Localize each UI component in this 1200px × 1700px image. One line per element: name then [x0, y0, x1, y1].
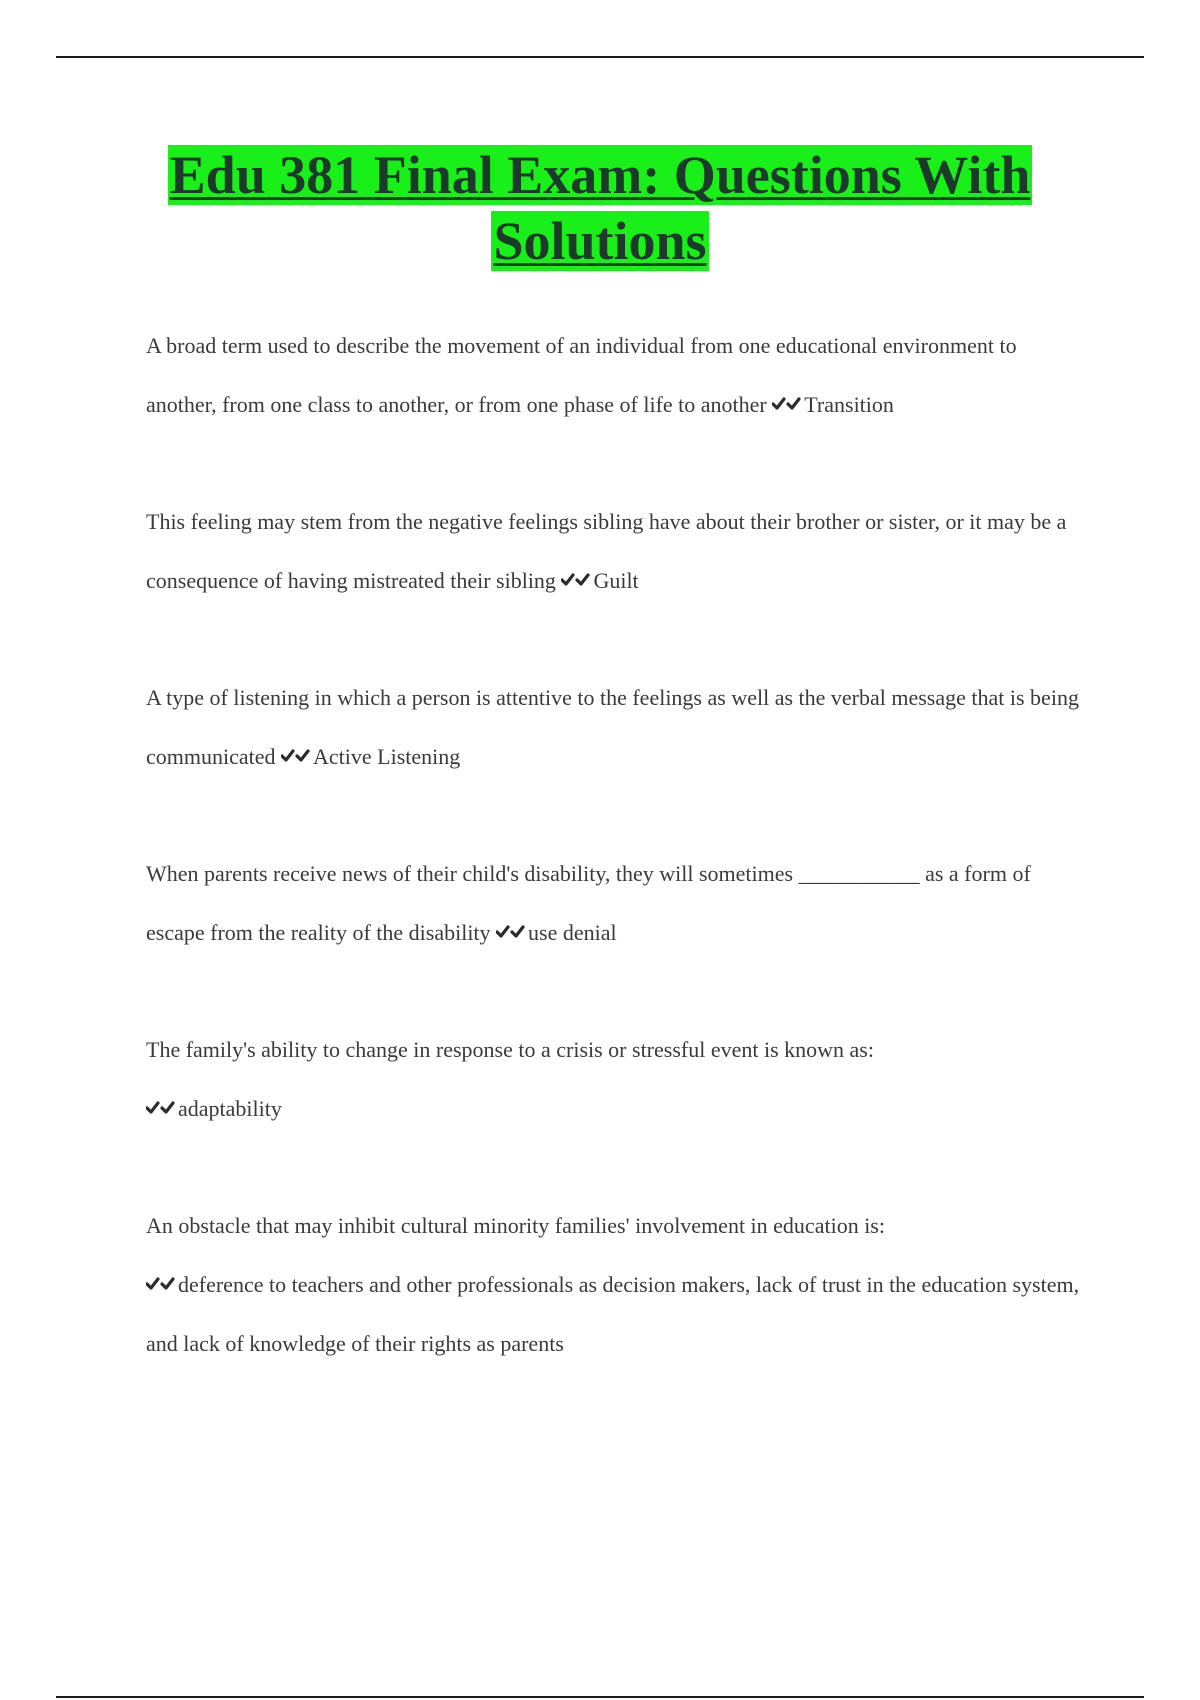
qa-item-2: [146, 492, 1086, 610]
double-checkmark-icon: [772, 393, 802, 415]
question-text: When parents receive news of their child's disability, they will sometimes ___________ as a form of escape from the reality of the disability: [146, 861, 1031, 945]
double-checkmark-icon: [146, 1273, 176, 1295]
answer-text: adaptability: [178, 1096, 282, 1121]
qa-item-3: [146, 668, 1086, 786]
qa-item-4: [146, 844, 1086, 962]
top-rule: [56, 56, 1144, 58]
double-checkmark-icon: [146, 1097, 176, 1119]
bottom-rule: [56, 1696, 1144, 1698]
question-text: An obstacle that may inhibit cultural minority families' involvement in education is:: [146, 1213, 885, 1238]
title-line-1: Edu 381 Final Exam: Questions With: [169, 145, 1031, 205]
question-text: This feeling may stem from the negative feelings sibling have about their brother or sister, or it may be a consequence of having mistreated their sibling: [146, 509, 1067, 593]
double-checkmark-icon: [281, 745, 311, 767]
title-line-2: Solutions: [493, 211, 707, 271]
double-checkmark-icon: [496, 921, 526, 943]
qa-item-5: [146, 1020, 1086, 1138]
qa-item-6: [146, 1196, 1086, 1373]
question-text: A broad term used to describe the movement of an individual from one educational environment to another, from one class to another, or from one phase of life to another: [146, 333, 1017, 417]
page-title: [100, 142, 1100, 274]
double-checkmark-icon: [561, 569, 591, 591]
answer-text: Active Listening: [313, 744, 461, 769]
answer-text: Transition: [804, 392, 894, 417]
question-text: A type of listening in which a person is attentive to the feelings as well as the verbal message that is being communicated: [146, 685, 1079, 769]
answer-text: Guilt: [593, 568, 639, 593]
answer-text: deference to teachers and other professionals as decision makers, lack of trust in the education system, and lack of knowledge of their rights as parents: [146, 1272, 1080, 1356]
qa-item-1: [146, 316, 1086, 434]
answer-text: use denial: [528, 920, 617, 945]
question-text: The family's ability to change in response to a crisis or stressful event is known as:: [146, 1037, 874, 1062]
